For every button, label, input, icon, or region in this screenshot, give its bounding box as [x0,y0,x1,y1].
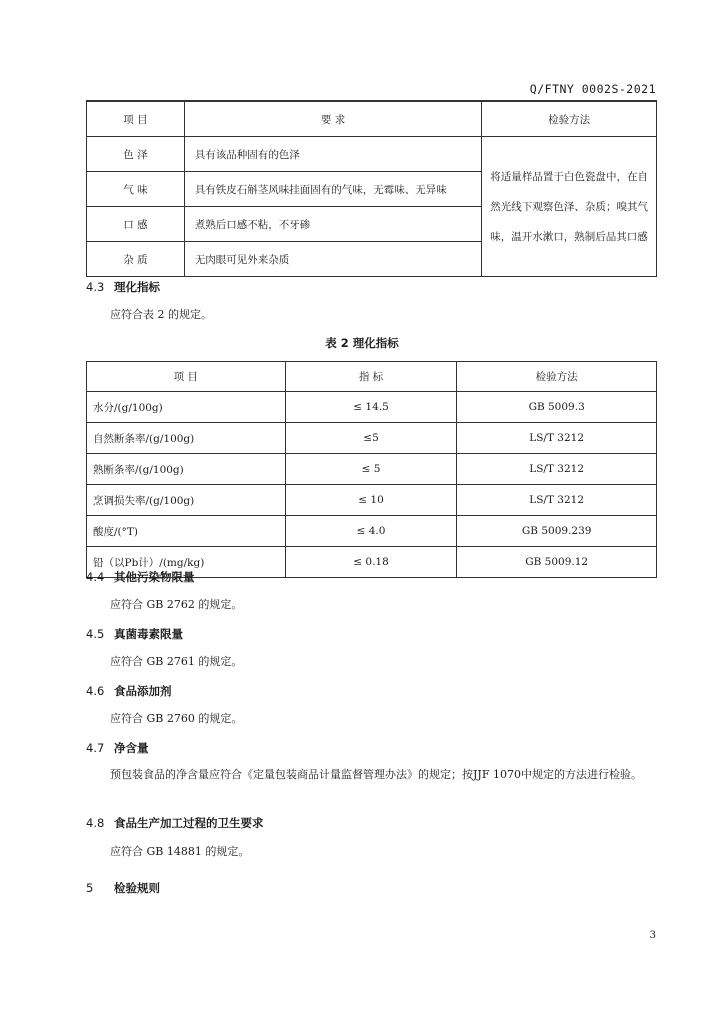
section-title: 净含量 [114,741,149,755]
section-title: 检验规则 [114,881,160,895]
physicochemical-table [86,361,657,578]
header-requirement: 要 求 [184,102,481,137]
section-title: 食品生产加工过程的卫生要求 [114,816,264,830]
table-header-row [87,362,657,392]
row-value: ≤ 5 [285,454,457,485]
section-text: 应符合 GB 2762 的规定。 [110,598,243,611]
row-value: ≤5 [285,423,457,454]
section-title: 真菌毒素限量 [114,627,183,641]
section-title: 理化指标 [114,280,160,294]
table-row [87,423,657,454]
section-heading [86,740,149,756]
method-cell: 将适量样品置于白色瓷盘中，在自然光线下观察色泽、杂质；嗅其气味，温开水漱口，熟制后品其口感 [482,137,657,277]
section-number: 4.7 [86,741,105,755]
row-item: 杂 质 [87,242,185,277]
table-row [87,137,657,172]
section-number: 5 [86,881,94,895]
section-number: 4.8 [86,816,105,830]
row-requirement: 无肉眼可见外来杂质 [184,242,481,277]
section-text: 应符合 GB 2761 的规定。 [110,655,243,668]
row-requirement: 具有该品种固有的色泽 [184,137,481,172]
table-row [87,516,657,547]
row-value: ≤ 14.5 [285,392,457,423]
row-method: LS/T 3212 [457,485,657,516]
section-text: 应符合表 2 的规定。 [110,308,212,321]
section-number: 4.4 [86,570,105,584]
table-row [87,392,657,423]
row-item: 色 泽 [87,137,185,172]
row-method: GB 5009.239 [457,516,657,547]
section-title: 其他污染物限量 [114,570,195,584]
row-method: GB 5009.3 [457,392,657,423]
table-row [87,485,657,516]
header-method: 检验方法 [482,102,657,137]
table-caption: 表 2 理化指标 [325,336,399,350]
header-item: 项 目 [87,102,185,137]
sensory-table [86,101,657,277]
section-heading [86,683,172,699]
table-row [87,454,657,485]
document-code: Q/FTNY 0002S-2021 [529,82,656,96]
row-requirement: 煮熟后口感不粘，不牙碜 [184,207,481,242]
section-heading [86,626,183,642]
section-text: 应符合 GB 2760 的规定。 [110,712,243,725]
section-number: 4.6 [86,684,105,698]
row-method: LS/T 3212 [457,454,657,485]
header-item: 项 目 [87,362,286,392]
section-number: 4.5 [86,627,105,641]
row-method: LS/T 3212 [457,423,657,454]
section-heading [86,815,264,831]
row-item: 烹调损失率/(g/100g) [87,485,286,516]
header-method: 检验方法 [457,362,657,392]
header-value: 指 标 [285,362,457,392]
row-value: ≤ 0.18 [285,547,457,578]
page-number: 3 [649,930,656,941]
row-item: 酸度/(°T) [87,516,286,547]
row-item: 熟断条率/(g/100g) [87,454,286,485]
row-item: 水分/(g/100g) [87,392,286,423]
section-title: 食品添加剂 [114,684,172,698]
section-heading [86,880,160,896]
section-number: 4.3 [86,280,105,294]
row-method: GB 5009.12 [457,547,657,578]
section-text: 预包装食品的净含量应符合《定量包装商品计量监督管理办法》的规定；按JJF 1070中规定的方法进行检验。 [110,768,642,781]
row-value: ≤ 10 [285,485,457,516]
section-heading [86,279,160,295]
row-item: 自然断条率/(g/100g) [87,423,286,454]
table-header-row [87,102,657,137]
section-text: 应符合 GB 14881 的规定。 [110,845,250,858]
row-item: 气 味 [87,172,185,207]
row-value: ≤ 4.0 [285,516,457,547]
row-item: 铅（以Pb计）/(mg/kg) [87,547,286,578]
row-item: 口 感 [87,207,185,242]
row-requirement: 具有铁皮石斛茎风味挂面固有的气味，无霉味、无异味 [184,172,481,207]
section-heading [86,569,195,585]
